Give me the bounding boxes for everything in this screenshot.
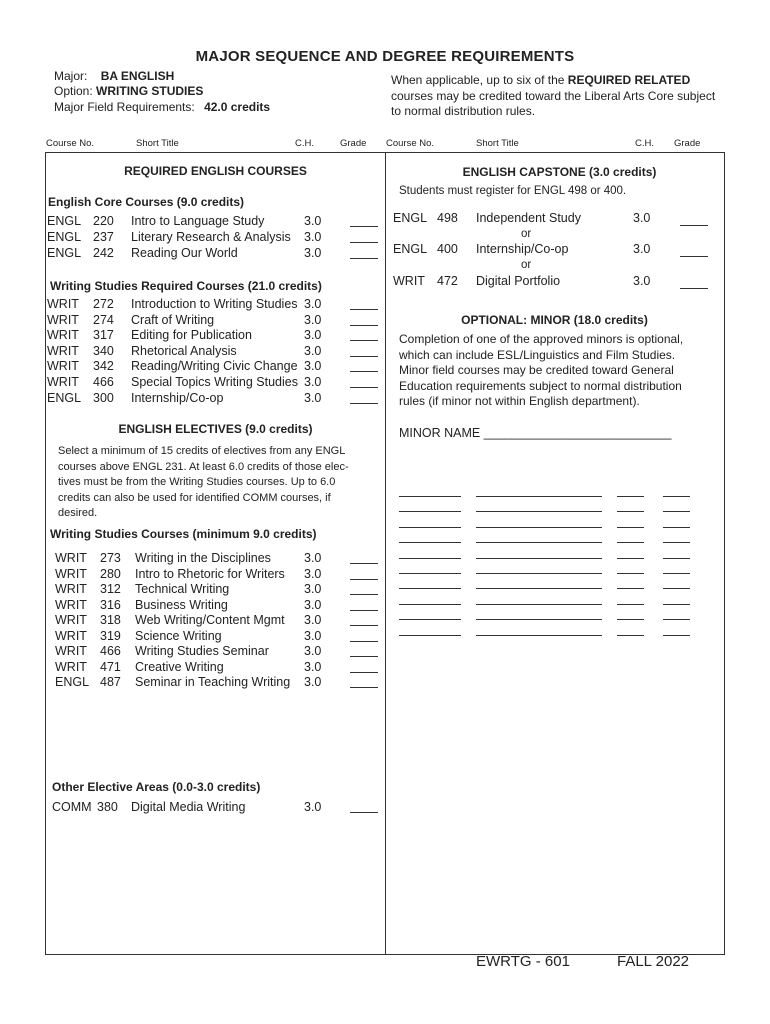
course-title: Literary Research & Analysis — [131, 230, 291, 244]
course-number: 400 — [437, 242, 458, 256]
credit-hours: 3.0 — [304, 582, 322, 596]
major-label: Major: — [54, 69, 88, 83]
course-row — [0, 643, 770, 659]
grade-blank[interactable] — [350, 579, 378, 580]
course-dept: ENGL — [47, 214, 82, 228]
minor-course-blank[interactable] — [476, 558, 602, 559]
credit-hours: 3.0 — [304, 644, 322, 658]
minor-course-blank[interactable] — [617, 558, 644, 559]
course-title: Editing for Publication — [131, 328, 252, 343]
credit-hours: 3.0 — [304, 675, 322, 689]
page-title: MAJOR SEQUENCE AND DEGREE REQUIREMENTS — [195, 48, 575, 65]
course-number: 340 — [93, 343, 114, 358]
col-short-title-left: Short Title — [136, 138, 179, 149]
capstone-title: ENGLISH CAPSTONE (3.0 credits) — [462, 165, 657, 179]
course-title: Technical Writing — [135, 582, 230, 596]
minor-line: Completion of one of the approved minors is optional, — [399, 332, 684, 346]
electives-line: credits can also be used for identified COMM courses, if — [58, 491, 331, 504]
related-note-text: When applicable, up to six of the — [391, 73, 568, 87]
minor-course-blank[interactable] — [476, 573, 602, 574]
course-number: 273 — [100, 551, 121, 565]
major-line — [54, 69, 174, 85]
option-label: Option: — [54, 84, 93, 98]
or-separator: or — [521, 228, 532, 240]
course-number: 242 — [93, 246, 114, 260]
grade-blank[interactable] — [680, 256, 708, 257]
related-note-line2: courses may be credited toward the Liberal Arts Core subject — [391, 88, 716, 103]
course-title: Writing in the Disciplines — [135, 551, 271, 565]
major-value: BA ENGLISH — [100, 69, 175, 83]
grade-blank[interactable] — [350, 309, 378, 310]
grade-blank[interactable] — [350, 656, 378, 657]
minor-course-blank[interactable] — [617, 496, 644, 497]
or-separator: or — [521, 259, 532, 271]
minor-course-blank[interactable] — [399, 527, 461, 528]
grade-blank[interactable] — [350, 594, 378, 595]
grade-blank[interactable] — [350, 325, 378, 326]
grade-blank[interactable] — [350, 387, 378, 388]
course-dept: WRIT — [47, 312, 79, 327]
major-field-line — [54, 100, 270, 116]
credit-hours: 3.0 — [304, 659, 322, 674]
course-number: 274 — [93, 312, 114, 327]
minor-course-blank[interactable] — [399, 588, 461, 589]
credit-hours: 3.0 — [304, 597, 322, 612]
course-title: Introduction to Writing Studies — [131, 297, 298, 311]
course-number: 466 — [93, 375, 114, 389]
course-number: 472 — [437, 274, 458, 288]
course-title: Rhetorical Analysis — [131, 343, 237, 358]
minor-course-blank[interactable] — [399, 496, 461, 497]
minor-course-blank[interactable] — [476, 542, 602, 543]
electives-line: Select a minimum of 15 credits of electives from any ENGL — [58, 445, 346, 457]
credit-hours: 3.0 — [304, 359, 322, 374]
minor-course-blank[interactable] — [663, 635, 690, 636]
minor-course-blank[interactable] — [399, 619, 461, 620]
form-code: EWRTG - 601 — [476, 953, 570, 970]
minor-course-blank[interactable] — [663, 496, 690, 497]
minor-course-blank[interactable] — [617, 635, 644, 636]
minor-course-blank[interactable] — [617, 588, 644, 589]
minor-course-blank[interactable] — [663, 619, 690, 620]
option-value: WRITING STUDIES — [96, 84, 204, 98]
course-title: Internship/Co-op — [131, 390, 224, 405]
course-number: 280 — [100, 566, 121, 581]
course-title: Independent Study — [476, 211, 581, 225]
course-dept: WRIT — [393, 274, 425, 288]
course-number: 312 — [100, 582, 121, 596]
course-dept: ENGL — [47, 246, 82, 260]
related-note-bold: REQUIRED RELATED — [567, 73, 691, 87]
credit-hours: 3.0 — [304, 246, 322, 260]
minor-course-blank[interactable] — [476, 511, 602, 512]
core-courses-title: English Core Courses (9.0 credits) — [48, 195, 245, 209]
course-dept: ENGL — [55, 675, 90, 689]
credit-hours: 3.0 — [633, 242, 651, 256]
minor-paragraph — [399, 332, 719, 410]
minor-course-blank[interactable] — [476, 527, 602, 528]
credit-hours: 3.0 — [304, 297, 322, 311]
minor-course-blank[interactable] — [663, 558, 690, 559]
course-title: Digital Media Writing — [131, 800, 246, 814]
course-title: Intro to Rhetoric for Writers — [135, 566, 285, 581]
capstone-note: Students must register for ENGL 498 or 400. — [399, 185, 627, 197]
course-number: 272 — [93, 297, 114, 311]
course-dept: WRIT — [47, 297, 79, 311]
minor-course-blank[interactable] — [399, 604, 461, 605]
required-courses-title: REQUIRED ENGLISH COURSES — [124, 164, 307, 178]
minor-name-field[interactable]: MINOR NAME ___________________________ — [399, 426, 672, 440]
minor-course-blank[interactable] — [663, 573, 690, 574]
minor-course-blank[interactable] — [663, 527, 690, 528]
minor-line: Education requirements subject to normal distribution — [399, 378, 682, 393]
credit-hours: 3.0 — [304, 628, 322, 643]
electives-line: courses above ENGL 231. At least 6.0 credits of those elec- — [58, 460, 349, 473]
course-number: 237 — [93, 230, 114, 244]
course-row — [0, 628, 770, 644]
course-dept: ENGL — [393, 211, 428, 225]
grade-blank[interactable] — [350, 340, 378, 341]
minor-course-blank[interactable] — [399, 511, 461, 512]
course-number: 318 — [100, 613, 121, 627]
capstone-row — [0, 210, 770, 226]
credit-hours: 3.0 — [304, 328, 322, 343]
course-dept: COMM — [52, 800, 92, 814]
grade-blank[interactable] — [350, 625, 378, 626]
electives-paragraph — [58, 444, 378, 522]
credit-hours: 3.0 — [304, 613, 322, 627]
credit-hours: 3.0 — [633, 274, 651, 288]
electives-line: desired. — [58, 507, 98, 519]
course-row — [0, 612, 770, 628]
course-number: 220 — [93, 214, 114, 228]
credit-hours: 3.0 — [304, 390, 322, 405]
grade-blank[interactable] — [350, 371, 378, 372]
course-dept: WRIT — [47, 359, 79, 374]
course-dept: WRIT — [55, 551, 87, 565]
related-note — [391, 73, 751, 120]
credit-hours: 3.0 — [304, 800, 322, 814]
grade-blank[interactable] — [350, 403, 378, 404]
course-number: 319 — [100, 628, 121, 643]
col-grade-right: Grade — [674, 138, 701, 149]
minor-course-blank[interactable] — [476, 604, 602, 605]
minor-course-blank[interactable] — [399, 635, 461, 636]
minor-course-blank[interactable] — [663, 542, 690, 543]
course-title: Reading/Writing Civic Change — [131, 359, 298, 374]
minor-course-blank[interactable] — [663, 511, 690, 512]
course-title: Business Writing — [135, 597, 228, 612]
course-title: Internship/Co-op — [476, 242, 569, 256]
col-short-title-right: Short Title — [476, 138, 519, 149]
col-ch-right: C.H. — [635, 138, 654, 149]
course-row — [0, 566, 770, 582]
grade-blank[interactable] — [350, 258, 378, 259]
grade-blank[interactable] — [350, 356, 378, 357]
grade-blank[interactable] — [350, 226, 378, 227]
course-title: Creative Writing — [135, 659, 224, 674]
course-dept: WRIT — [47, 375, 79, 389]
related-note-line3: to normal distribution rules. — [391, 104, 536, 118]
ws-min-title: Writing Studies Courses (minimum 9.0 credits) — [50, 527, 317, 541]
minor-course-blank[interactable] — [617, 573, 644, 574]
course-title: Reading Our World — [131, 246, 238, 260]
course-number: 487 — [100, 675, 121, 689]
course-row — [0, 659, 770, 675]
course-number: 471 — [100, 659, 121, 674]
minor-course-blank[interactable] — [617, 527, 644, 528]
minor-line: which can include ESL/Linguistics and Film Studies. — [399, 347, 676, 362]
course-dept: WRIT — [55, 566, 87, 581]
mfr-value: 42.0 credits — [204, 100, 271, 114]
course-title: Intro to Language Study — [131, 214, 265, 228]
minor-course-blank[interactable] — [663, 588, 690, 589]
course-number: 300 — [93, 390, 114, 405]
minor-course-blank[interactable] — [663, 604, 690, 605]
credit-hours: 3.0 — [633, 211, 651, 225]
grade-blank[interactable] — [680, 225, 708, 226]
course-number: 316 — [100, 597, 121, 612]
grade-blank[interactable] — [350, 610, 378, 611]
course-dept: WRIT — [55, 613, 87, 627]
grade-blank[interactable] — [350, 641, 378, 642]
course-row — [0, 581, 770, 597]
credit-hours: 3.0 — [304, 375, 322, 389]
course-row — [0, 296, 770, 312]
course-dept: WRIT — [55, 628, 87, 643]
course-row — [0, 597, 770, 613]
minor-line: rules (if minor not within English department). — [399, 394, 640, 409]
minor-course-blank[interactable] — [476, 588, 602, 589]
col-course-no-right: Course No. — [386, 138, 435, 149]
grade-blank[interactable] — [680, 288, 708, 289]
other-elective-title: Other Elective Areas (0.0-3.0 credits) — [52, 780, 261, 794]
minor-course-blank[interactable] — [399, 542, 461, 543]
electives-line: tives must be from the Writing Studies courses. Up to 6.0 — [58, 476, 336, 488]
course-dept: ENGL — [47, 390, 82, 405]
course-number: 466 — [100, 644, 121, 658]
course-number: 498 — [437, 211, 458, 225]
course-title: Special Topics Writing Studies — [131, 375, 298, 389]
term: FALL 2022 — [617, 953, 690, 970]
minor-line: Minor field courses may be credited toward General — [399, 363, 674, 378]
course-dept: ENGL — [47, 230, 82, 244]
course-title: Writing Studies Seminar — [135, 644, 269, 658]
option-line — [54, 84, 203, 100]
grade-blank[interactable] — [350, 687, 378, 688]
grade-blank[interactable] — [350, 812, 378, 813]
course-number: 317 — [93, 328, 114, 343]
minor-course-blank[interactable] — [617, 542, 644, 543]
minor-title: OPTIONAL: MINOR (18.0 credits) — [461, 313, 648, 327]
course-title: Seminar in Teaching Writing — [135, 675, 291, 689]
course-dept: ENGL — [393, 242, 428, 256]
minor-course-blank[interactable] — [476, 619, 602, 620]
course-dept: WRIT — [55, 659, 87, 674]
course-dept: WRIT — [47, 328, 79, 343]
course-title: Science Writing — [135, 628, 222, 643]
minor-course-blank[interactable] — [399, 558, 461, 559]
course-row — [0, 674, 770, 690]
credit-hours: 3.0 — [304, 566, 322, 581]
grade-blank[interactable] — [350, 563, 378, 564]
course-dept: WRIT — [55, 582, 87, 596]
col-grade-left: Grade — [340, 138, 367, 149]
course-row — [0, 799, 770, 815]
credit-hours: 3.0 — [304, 214, 322, 228]
credit-hours: 3.0 — [304, 230, 322, 244]
course-number: 342 — [93, 359, 114, 374]
grade-blank[interactable] — [350, 672, 378, 673]
course-title: Craft of Writing — [131, 312, 215, 327]
minor-course-blank[interactable] — [399, 573, 461, 574]
col-course-no-left: Course No. — [46, 138, 95, 149]
capstone-row — [0, 241, 770, 257]
credit-hours: 3.0 — [304, 312, 322, 327]
course-dept: WRIT — [55, 597, 87, 612]
minor-course-blank[interactable] — [617, 511, 644, 512]
minor-course-blank[interactable] — [617, 604, 644, 605]
course-number: 380 — [97, 800, 118, 814]
course-row — [0, 550, 770, 566]
course-dept: WRIT — [55, 644, 87, 658]
minor-course-blank[interactable] — [617, 619, 644, 620]
minor-course-blank[interactable] — [476, 496, 602, 497]
course-title: Web Writing/Content Mgmt — [135, 613, 285, 627]
mfr-label: Major Field Requirements: — [54, 100, 195, 114]
electives-title: ENGLISH ELECTIVES (9.0 credits) — [118, 422, 313, 436]
credit-hours: 3.0 — [304, 343, 322, 358]
minor-course-blank[interactable] — [476, 635, 602, 636]
capstone-row — [0, 273, 770, 289]
credit-hours: 3.0 — [304, 551, 322, 565]
course-dept: WRIT — [47, 343, 79, 358]
col-ch-left: C.H. — [295, 138, 314, 149]
ws-required-title: Writing Studies Required Courses (21.0 credits) — [50, 279, 322, 293]
course-title: Digital Portfolio — [476, 274, 561, 288]
